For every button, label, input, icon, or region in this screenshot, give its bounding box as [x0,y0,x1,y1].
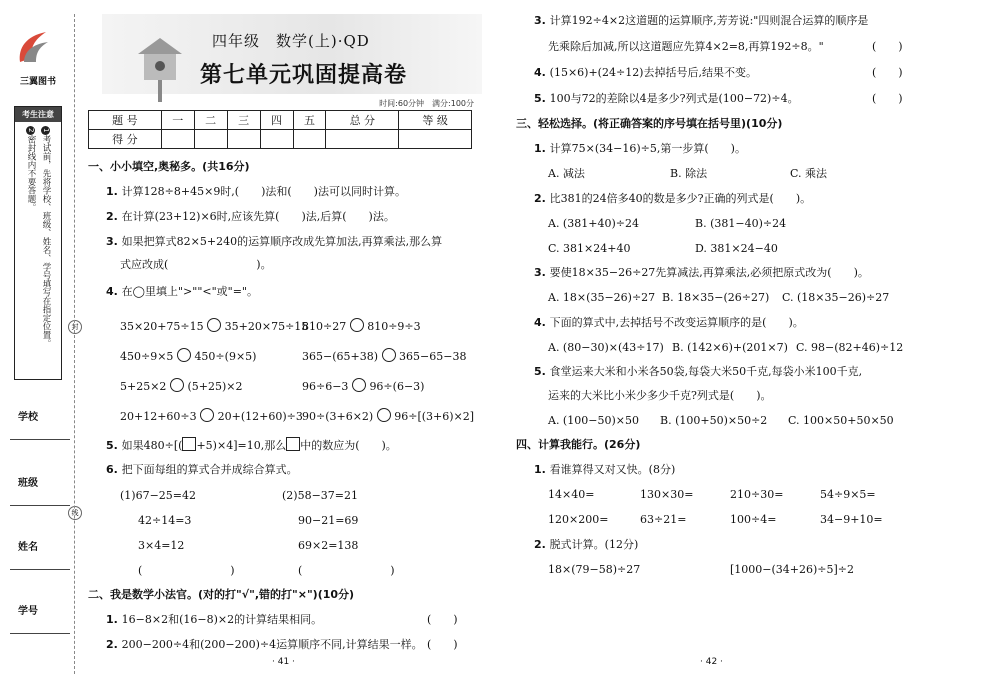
notice-item-1: 1考试前，先将学校、班级、姓名、学号填写在指定位置。 [40,126,51,348]
group-2-line: 69×2=138 [298,539,359,552]
choice-1-option-b[interactable]: B. 除法 [670,167,708,180]
section-3-title: 三、轻松选择。(将正确答案的序号填在括号里)(10分) [516,117,783,130]
calc-2: 2. 脱式计算。(12分) [534,538,639,551]
answer-box[interactable] [182,437,196,451]
judge-2-answer[interactable]: ( ) [427,638,458,651]
choice-3-option-a[interactable]: A. 18×(35−26)÷27 [548,291,656,304]
question-1-4: 4. 在◯里填上">""<"或"="。 [106,285,258,298]
judge-4-answer[interactable]: ( ) [872,66,903,79]
compare-circle[interactable] [377,408,391,422]
section-1-title: 一、小小填空,奥秘多。(共16分) [88,160,250,173]
choice-2-option-a[interactable]: A. (381+40)÷24 [548,217,639,230]
choice-2-option-d[interactable]: D. 381×24−40 [695,242,778,255]
choice-2-option-c[interactable]: C. 381×24+40 [548,242,631,255]
group-1-answer[interactable]: ( ) [138,564,235,577]
score-cell[interactable] [399,130,472,149]
group-1-line: 3×4=12 [138,539,185,552]
school-field[interactable]: 学校 [10,408,70,440]
notice-title: 考生注意 [15,107,61,122]
question-1-3-cont: 式应改成( )。 [120,258,272,271]
oral-calc-item[interactable]: 100÷4= [730,513,777,526]
judge-4: 4. (15×6)+(24÷12)去掉括号后,结果不变。 [534,66,757,79]
oral-calc-item[interactable]: 14×40= [548,488,595,501]
exam-meta: 时间:60分钟 满分:100分 [379,99,474,108]
judge-1-answer[interactable]: ( ) [427,613,458,626]
score-cell[interactable] [161,130,194,149]
grade-subject: 四年级 数学(上)·QD [212,32,370,50]
step-calc-item[interactable]: 18×(79−58)÷27 [548,563,641,576]
score-cell[interactable] [227,130,260,149]
oral-calc-item[interactable]: 130×30= [640,488,694,501]
choice-5-option-a[interactable]: A. (100−50)×50 [548,414,639,427]
exam-notice [14,106,62,380]
judge-3: 3. 计算192÷4×2这道题的运算顺序,芳芳说:"四则混合运算的顺序是 [534,14,869,27]
section-4-title: 四、计算我能行。(26分) [516,438,641,451]
line-mark: 线 [68,506,82,520]
oral-calc-item[interactable]: 34−9+10= [820,513,883,526]
step-calc-item[interactable]: [1000−(34+26)÷5]÷2 [730,563,855,576]
group-2-line: (2)58−37=21 [282,489,359,502]
class-field[interactable]: 班级 [10,474,70,506]
compare-row: 365−(65+38) 365−65−38 [302,350,467,363]
group-1-line: 42÷14=3 [138,514,192,527]
score-cell[interactable] [260,130,293,149]
name-field[interactable]: 姓名 [10,538,70,570]
seal-line [74,14,75,674]
answer-box[interactable] [286,437,300,451]
compare-circle[interactable] [200,408,214,422]
group-2-answer[interactable]: ( ) [298,564,395,577]
judge-5-answer[interactable]: ( ) [872,92,903,105]
page-left [82,0,482,682]
choice-5-cont: 运来的大米比小米少多少千克?列式是( )。 [548,389,772,402]
question-1-1: 1. 计算128÷8+45×9时,( )法和( )法可以同时计算。 [106,185,406,198]
choice-4-option-c[interactable]: C. 98−(82+46)÷12 [796,341,904,354]
question-1-3: 3. 如果把算式82×5+240的运算顺序改成先算加法,再算乘法,那么算 [106,235,443,248]
score-value-row: 得 分 [89,130,472,149]
choice-5-option-c[interactable]: C. 100×50+50×50 [788,414,894,427]
choice-4: 4. 下面的算式中,去掉括号不改变运算顺序的是( )。 [534,316,804,329]
choice-2-option-b[interactable]: B. (381−40)÷24 [695,217,787,230]
compare-row: 20+12+60÷3 20+(12+60)÷3 [120,410,303,423]
question-1-5: 5. 如果480÷[( +5)×4]=10,那么 中的数应为( )。 [106,439,397,452]
section-2-title: 二、我是数学小法官。(对的打"√",错的打"×")(10分) [88,588,355,601]
compare-circle[interactable] [352,378,366,392]
choice-2: 2. 比381的24倍多40的数是多少?正确的列式是( )。 [534,192,812,205]
wing-logo-icon [12,28,52,68]
score-cell[interactable] [293,130,326,149]
question-1-2: 2. 在计算(23+12)×6时,应该先算( )法,后算( )法。 [106,210,395,223]
oral-calc-item[interactable]: 54÷9×5= [820,488,876,501]
compare-circle[interactable] [177,348,191,362]
notice-item-2: 2密封线内不要答题。 [25,126,36,348]
birdhouse-icon [130,32,190,102]
compare-circle[interactable] [350,318,364,332]
compare-circle[interactable] [170,378,184,392]
judge-2: 2. 200−200÷4和(200−200)÷4运算顺序不同,计算结果一样。 [106,638,423,651]
question-1-6: 6. 把下面每组的算式合并成综合算式。 [106,463,298,476]
binding-margin [0,0,78,682]
choice-5-option-b[interactable]: B. (100+50)×50÷2 [660,414,768,427]
page-title: 第七单元巩固提高卷 [200,62,408,88]
group-1-line: (1)67−25=42 [120,489,197,502]
calc-1: 1. 看谁算得又对又快。(8分) [534,463,676,476]
score-cell[interactable] [194,130,227,149]
oral-calc-item[interactable]: 63÷21= [640,513,687,526]
choice-5: 5. 食堂运来大米和小米各50袋,每袋大米50千克,每袋小米100千克, [534,365,863,378]
judge-1: 1. 16−8×2和(16−8)×2的计算结果相同。 [106,613,323,626]
choice-3-option-b[interactable]: B. 18×35−(26÷27) [662,291,770,304]
compare-circle[interactable] [207,318,221,332]
compare-row: 810÷27 810÷9÷3 [302,320,421,333]
page-number-right: · 42 · [700,657,723,667]
publisher-logo [12,28,64,87]
compare-row: 90÷(3+6×2) 96÷[(3+6)×2] [302,410,475,423]
judge-3-cont: 先乘除后加减,所以这道题应先算4×2=8,再算192÷8。" [548,40,824,53]
score-cell[interactable] [326,130,399,149]
oral-calc-item[interactable]: 120×200= [548,513,609,526]
page-number-left: · 41 · [272,657,295,667]
compare-row: 5+25×2 (5+25)×2 [120,380,243,393]
compare-circle[interactable] [382,348,396,362]
choice-4-option-a[interactable]: A. (80−30)×(43÷17) [548,341,664,354]
score-header-row: 题 号 一 二 三 四 五 总 分 等 级 [89,111,472,130]
choice-1: 1. 计算75×(34−16)÷5,第一步算( )。 [534,142,746,155]
brand-name: 三翼图书 [19,77,56,87]
judge-3-answer[interactable]: ( ) [872,40,903,53]
compare-row: 35×20+75÷15 35+20×75÷15 [120,320,309,333]
compare-row: 450÷9×5 450÷(9×5) [120,350,257,363]
seal-mark: 封 [68,320,82,334]
choice-1-option-c[interactable]: C. 乘法 [790,167,828,180]
compare-row: 96÷6−3 96÷(6−3) [302,380,425,393]
choice-3: 3. 要使18×35−26÷27先算减法,再算乘法,必须把原式改为( )。 [534,266,869,279]
judge-5: 5. 100与72的差除以4是多少?列式是(100−72)÷4。 [534,92,799,105]
choice-1-option-a[interactable]: A. 减法 [548,167,585,180]
choice-4-option-b[interactable]: B. (142×6)+(201×7) [672,341,788,354]
page-right [510,0,990,682]
choice-3-option-c[interactable]: C. (18×35−26)÷27 [782,291,890,304]
student-id-field[interactable]: 学号 [10,602,70,634]
group-2-line: 90−21=69 [298,514,359,527]
oral-calc-item[interactable]: 210÷30= [730,488,784,501]
score-table [88,110,472,149]
